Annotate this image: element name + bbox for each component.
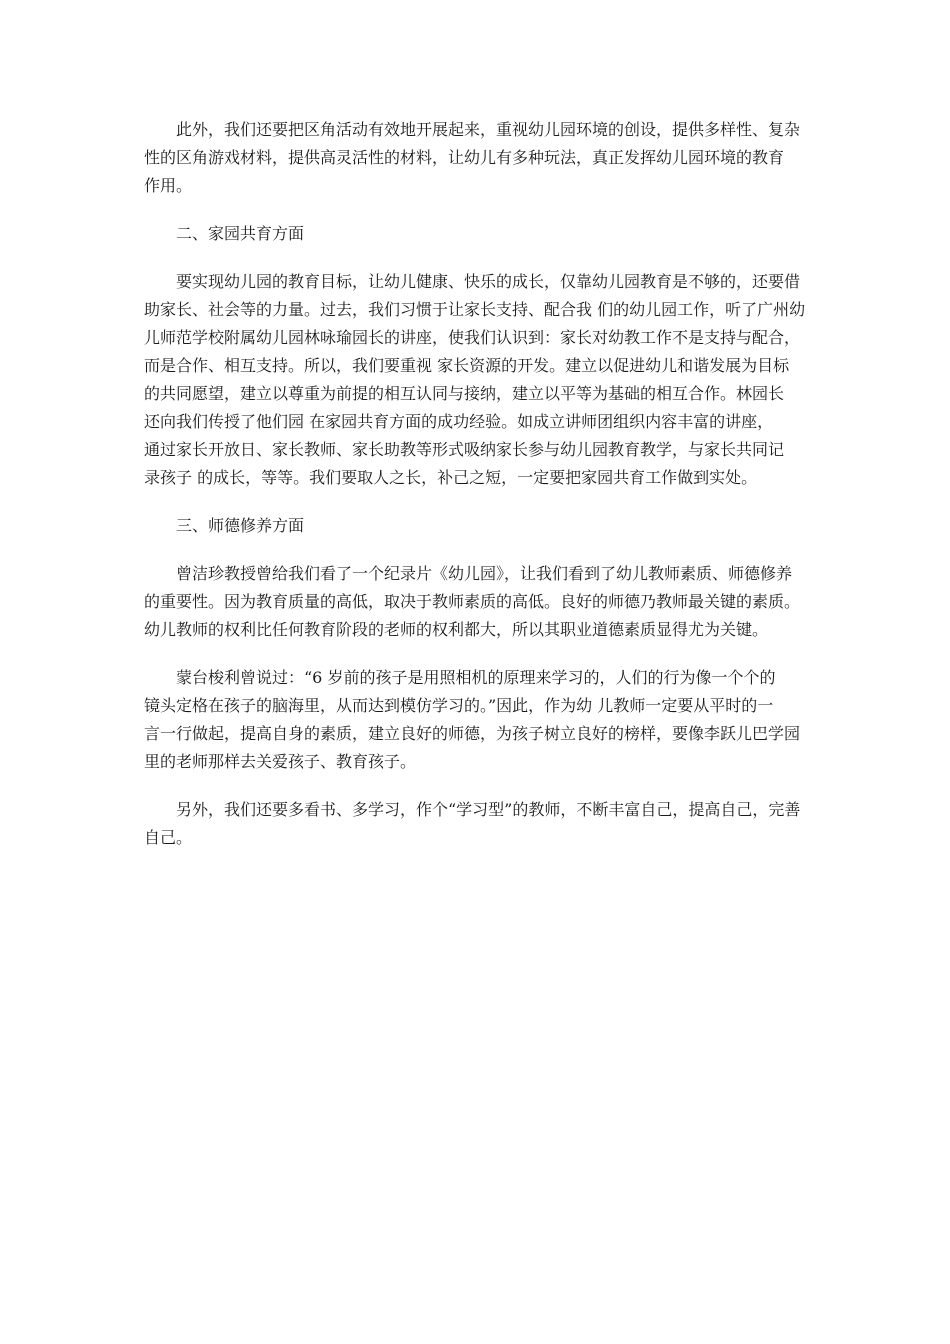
paragraph-area-activities: [144, 116, 812, 200]
text-line: 曾洁珍教授曾给我们看了一个纪录片《幼儿园》，让我们看到了幼儿教师素质、师德修养: [176, 564, 793, 583]
text-line: 蒙台梭利曾说过：“6 岁前的孩子是用照相机的原理来学习的，人们的行为像一个个的: [176, 668, 776, 687]
text-line: 另外，我们还要多看书、多学习，作个“学习型”的教师，不断丰富自己，提高自己，完善: [176, 800, 801, 819]
paragraph-home-school: [144, 268, 812, 492]
text-line: 镜头定格在孩子的脑海里，从而达到模仿学习的。”因此，作为幼 儿教师一定要从平时的一: [144, 696, 774, 715]
paragraph-montessori: [144, 664, 812, 776]
text-line: 的共同愿望，建立以尊重为前提的相互认同与接纳，建立以平等为基础的相互合作。林园长: [144, 384, 785, 403]
text-line: 此外，我们还要把区角活动有效地开展起来，重视幼儿园环境的创设，提供多样性、复杂: [176, 120, 801, 139]
text-line: 要实现幼儿园的教育目标，让幼儿健康、快乐的成长，仅靠幼儿园教育是不够的，还要借: [176, 272, 801, 291]
text-line: 儿师范学校附属幼儿园林咏瑜园长的讲座，使我们认识到：家长对幼教工作不是支持与配合，: [144, 328, 801, 347]
section-heading-ethics: 三、师德修养方面: [176, 516, 305, 535]
text-line: 的重要性。因为教育质量的高低，取决于教师素质的高低。良好的师德乃教师最关键的素质。: [144, 592, 801, 611]
text-line: 幼儿教师的权利比任何教育阶段的老师的权利都大，所以其职业道德素质显得尤为关键。: [144, 620, 769, 639]
text-line: 言一行做起，提高自身的素质，建立良好的师德，为孩子树立良好的榜样，要像李跃儿巴学园: [144, 724, 801, 743]
text-line: 而是合作、相互支持。所以，我们要重视 家长资源的开发。建立以促进幼儿和谐发展为目标: [144, 356, 790, 375]
text-line: 通过家长开放日、家长教师、家长助教等形式吸纳家长参与幼儿园教育教学，与家长共同记: [144, 440, 785, 459]
section-heading-home-school: 二、家园共育方面: [176, 224, 305, 243]
paragraph-learning-teacher: [144, 796, 812, 852]
text-line: 性的区角游戏材料，提供高灵活性的材料，让幼儿有多种玩法，真正发挥幼儿园环境的教育: [144, 148, 785, 167]
paragraph-ethics: [144, 560, 812, 644]
text-line: 自己。: [144, 828, 193, 847]
text-line: 助家长、社会等的力量。过去，我们习惯于让家长支持、配合我 们的幼儿园工作，听了广州幼: [144, 300, 806, 319]
text-line: 还向我们传授了他们园 在家园共育方面的成功经验。如成立讲师团组织内容丰富的讲座，: [144, 412, 774, 431]
text-line: 里的老师那样去关爱孩子、教育孩子。: [144, 752, 417, 771]
document-body: [144, 116, 812, 872]
text-line: 作用。: [144, 176, 193, 195]
text-line: 录孩子 的成长，等等。我们要取人之长，补己之短，一定要把家园共育工作做到实处。: [144, 468, 758, 487]
